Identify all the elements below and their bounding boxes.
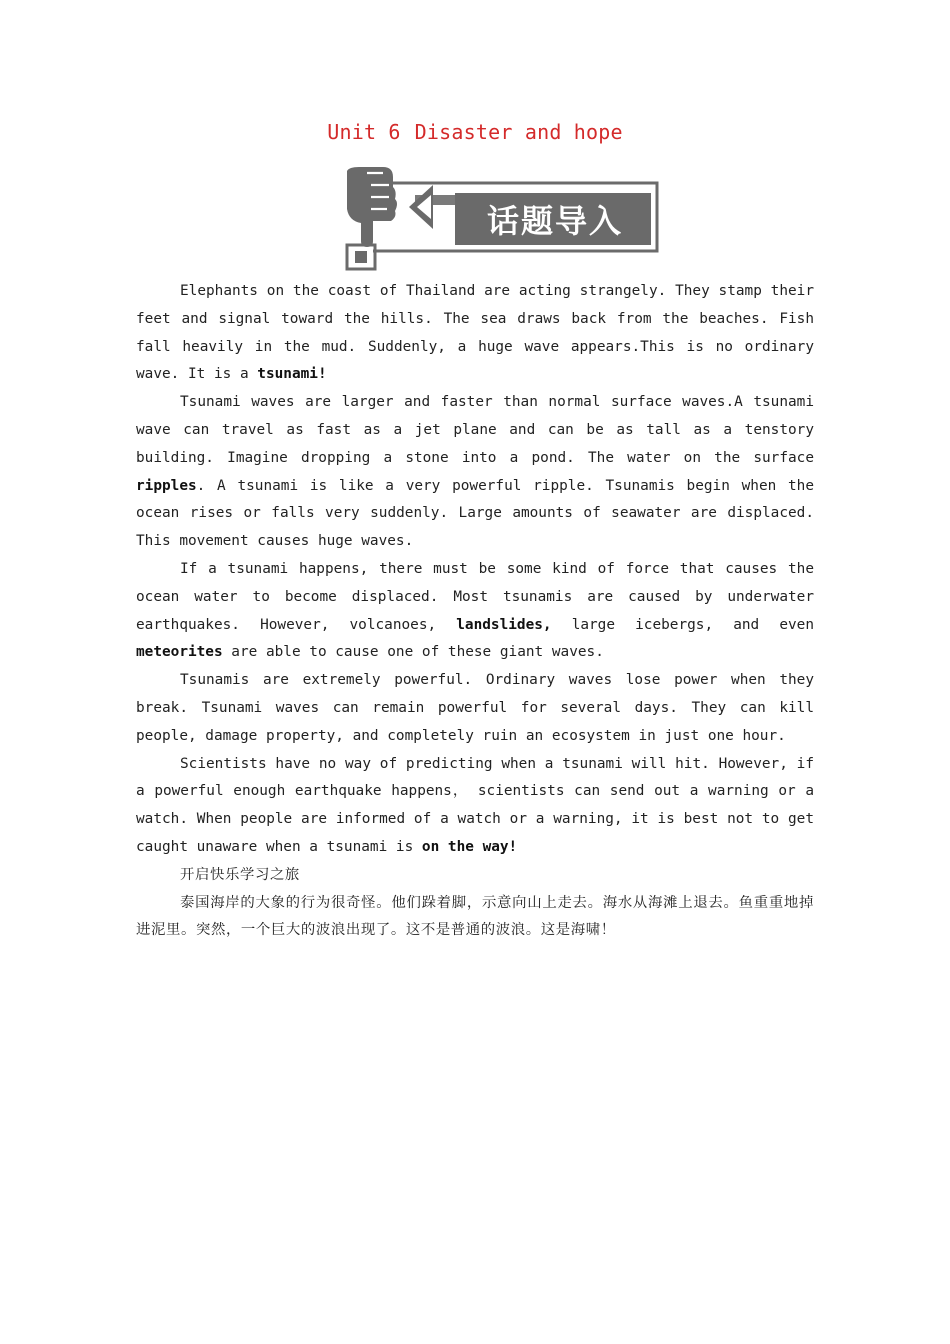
text-span: Tsunamis are extremely powerful. Ordinary waves lose power when they break. Tsunami waves can remain powerful for several days. They can kill people, damage property, and completely ruin an ecosystem in just one hour. (136, 672, 814, 744)
chinese-heading: 开启快乐学习之旅 (180, 866, 300, 883)
vocab-term: ripples (136, 477, 197, 494)
topic-intro-banner (343, 165, 661, 273)
article-body (136, 278, 814, 945)
paragraph-4 (136, 667, 814, 750)
paragraph-1 (136, 278, 814, 389)
text-span: Elephants on the coast of Thailand are acting strangely. They stamp their feet and signal toward the hills. The sea draws back from the beaches. Fish fall heavily in the mud. Suddenly, a huge wave appears.This is no ordinary wave. It is a (136, 283, 814, 383)
text-span: are able to cause one of these giant waves. (222, 644, 604, 661)
paragraph-3 (136, 556, 814, 667)
chinese-paragraph-1: 泰国海岸的大象的行为很奇怪。他们跺着脚，示意向山上走去。海水从海滩上退去。鱼重重地掉进泥里。突然，一个巨大的波浪出现了。这不是普通的波浪。这是海啸！ (136, 894, 814, 939)
vocab-term: on the way! (421, 838, 518, 855)
unit-name: Disaster and hope (414, 120, 623, 144)
paragraph-2 (136, 389, 814, 556)
text-span: Scientists have no way of predicting when a tsunami will hit. However, if a powerful enough earthquake happens， scientists can send out a warning or a watch. When people are informed of a watch or a warning, it is best not to get caught unaware when a tsunami is (136, 755, 814, 855)
unit-number: Unit 6 (327, 120, 401, 144)
paragraph-5 (136, 751, 814, 862)
vocab-term: tsunami! (257, 366, 327, 383)
banner-label: 话题导入 (486, 202, 623, 240)
vocab-term: meteorites (136, 644, 223, 661)
text-span: Tsunami waves are larger and faster than normal surface waves.A tsunami wave can travel as fast as a jet plane and can be as tall as a tenstory building. Imagine dropping a stone into a pond. The water on the surface (136, 394, 814, 466)
text-span: large icebergs, and even (551, 616, 814, 633)
text-span: . A tsunami is like a very powerful ripple. Tsunamis begin when the ocean rises or falls very suddenly. Large amounts of seawater are displaced. This movement causes huge waves. (136, 477, 814, 550)
text-span: If a tsunami happens, there must be some kind of force that causes the ocean water to become displaced. Most tsunamis are caused by underwater earthquakes. However, volcanoes, (136, 560, 814, 633)
page-title (0, 120, 950, 144)
vocab-term: landslides, (456, 616, 552, 633)
